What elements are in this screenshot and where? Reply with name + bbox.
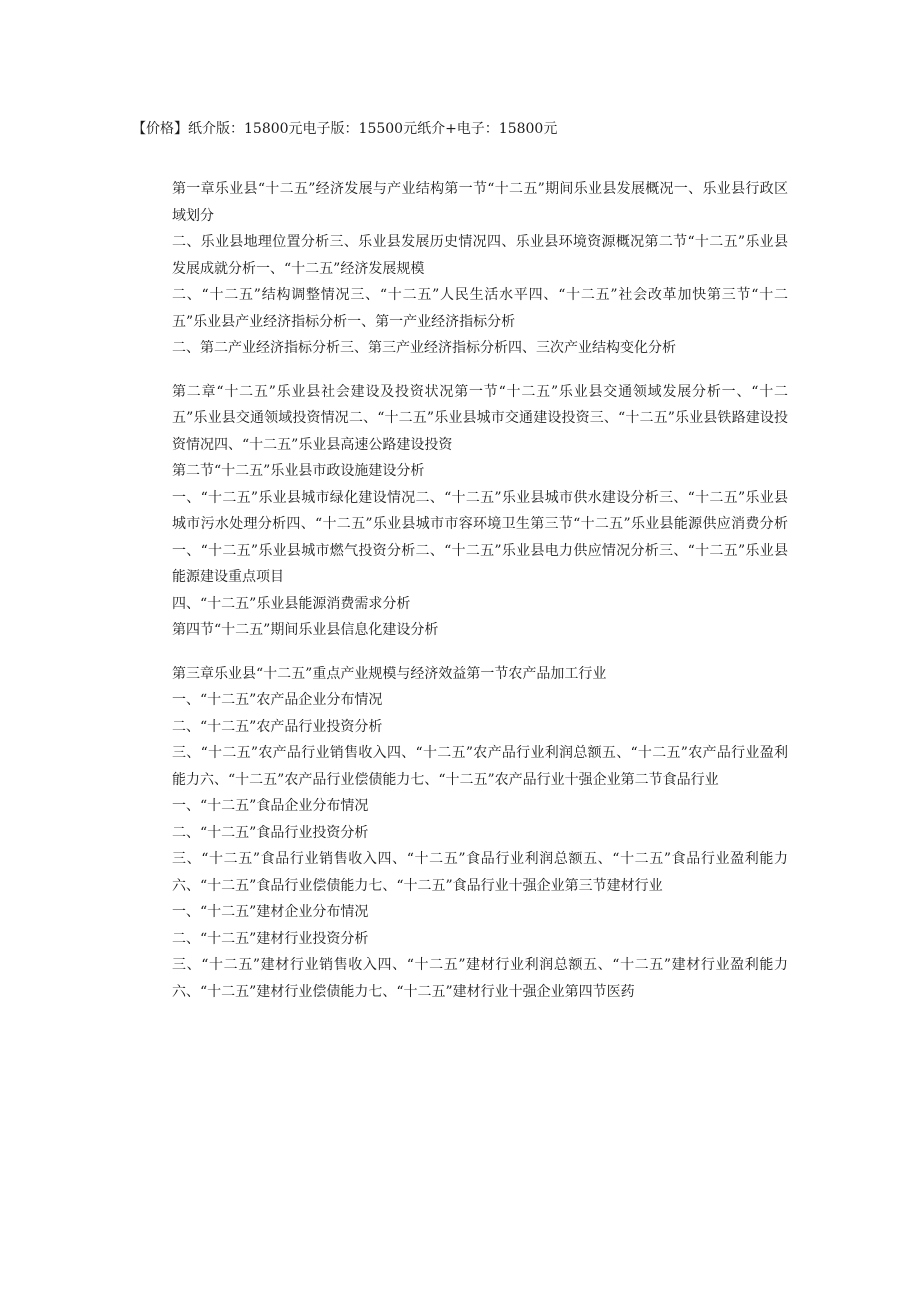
toc-paragraph: 第一章乐业县“十二五”经济发展与产业结构第一节“十二五”期间乐业县发展概况一、乐业县行政区域划分	[172, 181, 788, 224]
toc-paragraph: 第二节“十二五”乐业县市政设施建设分析	[172, 463, 425, 479]
toc-paragraph: 二、乐业县地理位置分析三、乐业县发展历史情况四、乐业县环境资源概况第二节“十二五”乐业县发展成就分析一、“十二五”经济发展规模	[172, 234, 788, 277]
toc-paragraph: 二、“十二五”建材行业投资分析	[172, 930, 369, 947]
price-line: 【价格】纸介版：15800元电子版：15500元纸介+电子：15800元	[132, 121, 558, 137]
table-of-contents	[172, 176, 788, 1022]
toc-paragraph: 三、“十二五”建材行业销售收入四、“十二五”建材行业利润总额五、“十二五”建材行业盈利能力六、“十二五”建材行业偿债能力七、“十二五”建材行业十强企业第四节医药	[172, 957, 788, 1000]
toc-paragraph: 二、“十二五”食品行业投资分析	[172, 824, 369, 841]
toc-paragraph: 第三章乐业县“十二五”重点产业规模与经济效益第一节农产品加工行业	[172, 665, 607, 682]
toc-paragraph: 第二章“十二五”乐业县社会建设及投资状况第一节“十二五”乐业县交通领域发展分析一、“十二五”乐业县交通领域投资情况二、“十二五”乐业县城市交通建设投资三、“十二五”乐业县铁路建设投资情况四、“十二五”乐业县高速公路建设投资	[172, 383, 788, 453]
toc-paragraph: 一、“十二五”建材企业分布情况	[172, 904, 369, 920]
toc-paragraph: 二、“十二五”农产品行业投资分析	[172, 718, 383, 735]
toc-paragraph: 二、“十二五”结构调整情况三、“十二五”人民生活水平四、“十二五”社会改革加快第三节“十二五”乐业县产业经济指标分析一、第一产业经济指标分析	[172, 287, 788, 330]
toc-paragraph: 一、“十二五”乐业县城市绿化建设情况二、“十二五”乐业县城市供水建设分析三、“十二五”乐业县城市污水处理分析四、“十二五”乐业县城市市容环境卫生第三节“十二五”乐业县能源供应消费分析一、“十二五”乐业县城市燃气投资分析二、“十二五”乐业县电力供应情况分析三、“十二五”乐业县能源建设重点项目	[172, 489, 788, 585]
toc-paragraph: 三、“十二五”食品行业销售收入四、“十二五”食品行业利润总额五、“十二五”食品行业盈利能力六、“十二五”食品行业偿债能力七、“十二五”食品行业十强企业第三节建材行业	[172, 851, 788, 894]
toc-paragraph: 三、“十二五”农产品行业销售收入四、“十二五”农产品行业利润总额五、“十二五”农产品行业盈利能力六、“十二五”农产品行业偿债能力七、“十二五”农产品行业十强企业第二节食品行业	[172, 745, 788, 788]
toc-paragraph: 第四节“十二五”期间乐业县信息化建设分析	[172, 622, 439, 638]
toc-paragraph: 二、第二产业经济指标分析三、第三产业经济指标分析四、三次产业结构变化分析	[172, 340, 676, 356]
toc-paragraph: 一、“十二五”农产品企业分布情况	[172, 692, 383, 708]
chapter-2-block	[172, 379, 788, 644]
toc-paragraph: 四、“十二五”乐业县能源消费需求分析	[172, 595, 411, 612]
chapter-1-block	[172, 176, 788, 362]
chapter-3-block	[172, 661, 788, 1006]
toc-paragraph: 一、“十二五”食品企业分布情况	[172, 798, 369, 814]
